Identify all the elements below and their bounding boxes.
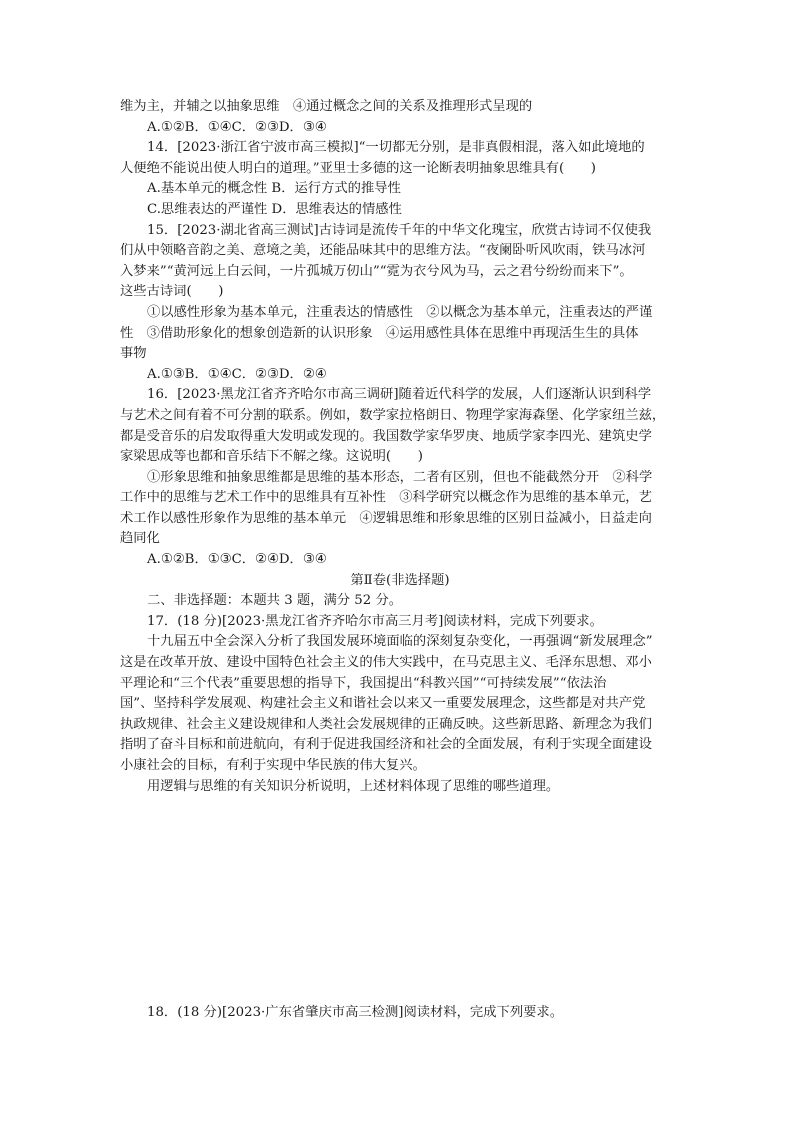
- q17-header: 17．(18 分)[2023·黑龙江省齐齐哈尔市高三月考]阅读材料，完成下列要求。: [147, 613, 603, 629]
- section-title: 第Ⅱ卷(非选择题): [350, 572, 450, 588]
- q17-question: 用逻辑与思维的有关知识分析说明，上述材料体现了思维的哪些道理。: [147, 778, 560, 794]
- q13-options: A.①②B．①④C．②③D．③④: [147, 119, 327, 135]
- q16-options: A.①②B．①③C．②④D．③④: [147, 552, 327, 568]
- q13-tail: 维为主，并辅之以抽象思维 ④通过概念之间的关系及推理形式呈现的: [120, 99, 533, 114]
- q16-item-line-1: ①形象思维和抽象思维都是思维的基本形态，二者有区别，但也不能截然分开 ②科学: [147, 469, 653, 485]
- q15-stem-line-4: 这些古诗词( ): [120, 284, 224, 300]
- q14-options-ab: A.基本单元的概念性 B．运行方式的推导性: [147, 181, 401, 197]
- q16-stem-line-1: 16．[2023·黑龙江省齐齐哈尔市高三调研]随着近代科学的发展，人们逐渐认识到科学: [147, 387, 652, 403]
- q15-stem-line-3: 入梦来”“黄河远上白云间，一片孤城万仞山”“霓为衣兮风为马，云之君兮纷纷而来下”。: [120, 263, 633, 279]
- q15-stem-line-2: 们从中领略音韵之美、意境之美，还能品味其中的思维方法。“夜阑卧听风吹雨，铁马冰河: [120, 243, 646, 259]
- q15-item-line-3: 事物: [120, 346, 147, 362]
- q16-item-line-2: 工作中的思维与艺术工作中的思维具有互补性 ③科学研究以概念作为思维的基本单元，艺: [120, 490, 652, 506]
- q17-material-line-5: 执政规律、社会主义建设规律和人类社会发展规律的正确反映。这些新思路、新理念为我们: [120, 716, 652, 732]
- q15-stem-line-1: 15．[2023·湖北省高三测试]古诗词是流传千年的中华文化瑰宝，欣赏古诗词不仅使我: [147, 222, 652, 238]
- document-page: [120, 97, 680, 1024]
- q17-material-line-6: 指明了奋斗目标和前进航向，有利于促进我国经济和社会的全面发展，有利于实现全面建设: [120, 737, 652, 753]
- q14-options-cd: C.思维表达的严谨性 D．思维表达的情感性: [147, 201, 402, 217]
- q17-material-line-3: 平理论和“三个代表”重要思想的指导下，我国提出“科教兴国”“可持续发展”“依法治: [120, 675, 607, 691]
- q18-header: 18．(18 分)[2023·广东省肇庆市高三检测]阅读材料，完成下列要求。: [147, 1005, 564, 1021]
- q17-material-line-1: 十九届五中全会深入分析了我国发展环境面临的深刻复杂变化，一再强调“新发展理念”: [147, 634, 653, 650]
- q15-item-line-2: 性 ③借助形象化的想象创造新的认识形象 ④运用感性具体在思维中再现活生生的具体: [120, 325, 639, 341]
- q16-item-line-4: 趋同化: [120, 531, 160, 547]
- q16-item-line-3: 术工作以感性形象作为思维的基本单元 ④逻辑思维和形象思维的区别日益减小，日益走向: [120, 510, 652, 526]
- q17-material-line-7: 小康社会的目标，有利于实现中华民族的伟大复兴。: [120, 758, 426, 773]
- section-intro: 二、非选择题：本题共 3 题，满分 52 分。: [147, 593, 403, 609]
- q15-options: A.①③B．①④C．②③D．②④: [147, 366, 327, 382]
- q17-material-line-2: 这是在改革开放、建设中国特色社会主义的伟大实践中，在马克思主义、毛泽东思想、邓小: [120, 655, 652, 671]
- q15-item-line-1: ①以感性形象为基本单元，注重表达的情感性 ②以概念为基本单元，注重表达的严谨: [147, 304, 653, 320]
- q16-stem-line-4: 家梁思成等也都和音乐结下不解之缘。这说明( ): [120, 449, 423, 465]
- q14-stem-line-2: 人便绝不能说出使人明白的道理。”亚里士多德的这一论断表明抽象思维具有( ): [120, 160, 596, 176]
- q14-stem-line-1: 14．[2023·浙江省宁波市高三模拟]“一切都无分别，是非真假相混，落入如此境地的: [147, 140, 645, 156]
- q16-stem-line-3: 都是受音乐的启发取得重大发明或发现的。我国数学家华罗庚、地质学家李四光、建筑史学: [120, 428, 652, 444]
- q16-stem-line-2: 与艺术之间有着不可分割的联系。例如，数学家拉格朗日、物理学家海森堡、化学家纽兰兹，: [120, 407, 666, 423]
- answer-space: [120, 797, 680, 1003]
- q17-material-line-4: 国”、坚持科学发展观、构建社会主义和谐社会以来又一重要发展理念，这些都是对共产党: [120, 696, 646, 712]
